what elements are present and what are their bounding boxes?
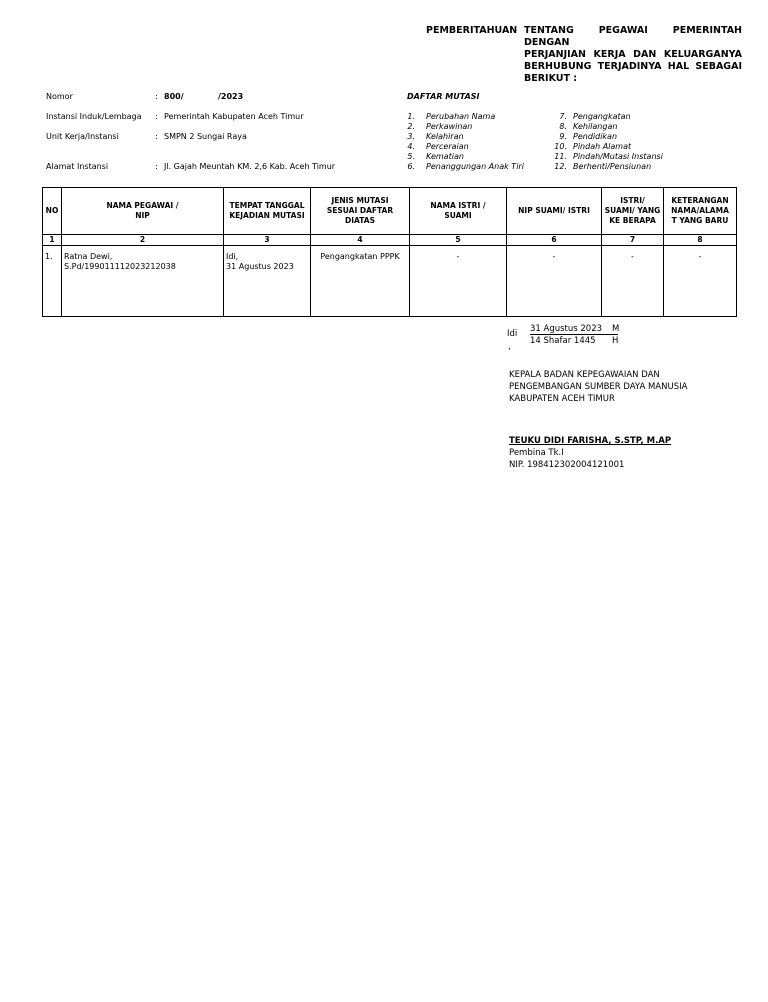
table-header-row: [43, 188, 737, 235]
mutasi-item-number: 5.: [407, 152, 415, 161]
column-number: 2: [62, 235, 224, 246]
alamat-colon: :: [155, 162, 158, 171]
mutasi-item: Perceraian: [426, 142, 469, 151]
col-header-jenis-mutasi: JENIS MUTASI SESUAI DAFTAR DIATAS: [311, 188, 410, 235]
signatory-name: TEUKU DIDI FARISHA, S.STP, M.AP: [509, 436, 672, 446]
office-line-2: PENGEMBANGAN SUMBER DAYA MANUSIA: [509, 382, 688, 392]
mutasi-item-number: 2.: [407, 122, 415, 131]
mutasi-item-number: 12.: [554, 162, 567, 171]
daftar-mutasi-title: DAFTAR MUTASI: [407, 92, 480, 101]
cell-no: 1.: [43, 246, 62, 317]
office-line-1: KEPALA BADAN KEPEGAWAIAN DAN: [509, 370, 660, 380]
table-row: [43, 246, 737, 317]
nomor-colon: :: [155, 92, 158, 101]
heading-line-3: BERHUBUNG TERJADINYA HAL SEBAGAI: [524, 61, 742, 72]
nomor-label: Nomor: [46, 92, 73, 101]
col-header-tempat-tanggal: TEMPAT TANGGAL KEJADIAN MUTASI: [224, 188, 311, 235]
signature-place: Idi: [507, 329, 518, 339]
mutasi-item-number: 4.: [407, 142, 415, 151]
col-header-nip-suami: NIP SUAMI/ ISTRI: [507, 188, 602, 235]
heading-line-2: PERJANJIAN KERJA DAN KELUARGANYA: [524, 49, 742, 60]
mutasi-item-number: 10.: [554, 142, 567, 151]
mutasi-item: Pindah Alamat: [573, 142, 632, 151]
signature-place-comma: ,: [508, 342, 511, 352]
mutasi-item-number: 8.: [559, 122, 567, 131]
unit-colon: :: [155, 132, 158, 141]
column-number: 8: [664, 235, 737, 246]
mutasi-item-number: 7.: [559, 112, 567, 121]
mutasi-item: Pendidikan: [573, 132, 618, 141]
instansi-colon: :: [155, 112, 158, 121]
column-number: 4: [311, 235, 410, 246]
mutasi-item-number: 1.: [407, 112, 415, 121]
mutasi-item-number: 3.: [407, 132, 415, 141]
cell-nama-nip: Ratna Dewi, S.Pd/199011112023212038: [62, 246, 224, 317]
cell-keterangan: -: [664, 246, 737, 317]
cell-jenis-mutasi: Pengangkatan PPPK: [311, 246, 410, 317]
column-number: 6: [507, 235, 602, 246]
signatory-nip: NIP. 198412302004121001: [509, 460, 625, 470]
signatory-rank: Pembina Tk.I: [509, 448, 564, 458]
mutasi-item: Kehilangan: [573, 122, 618, 131]
mutasi-item-number: 11.: [554, 152, 567, 161]
col-header-nama-istri: NAMA ISTRI / SUAMI: [410, 188, 507, 235]
cell-ke-berapa: -: [602, 246, 664, 317]
mutasi-item-number: 9.: [559, 132, 567, 141]
nomor-value: 800/: [164, 92, 184, 101]
mutasi-item: Perkawinan: [426, 122, 473, 131]
cell-tempat-tanggal: [224, 246, 311, 317]
cell-nip-suami: -: [507, 246, 602, 317]
nomor-year: /2023: [218, 92, 244, 101]
col-header-keterangan: KETERANGAN NAMA/ALAMA T YANG BARU: [664, 188, 737, 235]
mutasi-item: Pengangkatan: [573, 112, 631, 121]
column-number: 3: [224, 235, 311, 246]
alamat-label: Alamat Instansi: [46, 162, 109, 171]
date-masehi-suffix: M: [612, 324, 620, 334]
mutasi-table: [42, 187, 737, 317]
column-number: 1: [43, 235, 62, 246]
notice-heading: [524, 25, 742, 85]
column-number: 5: [410, 235, 507, 246]
column-number-row: [43, 235, 737, 246]
col-header-no: NO: [43, 188, 62, 235]
col-header-ke-berapa: ISTRI/ SUAMI/ YANG KE BERAPA: [602, 188, 664, 235]
date-hijri: 14 Shafar 1445: [530, 336, 596, 346]
unit-label: Unit Kerja/Instansi: [46, 132, 119, 141]
heading-line-1: TENTANG PEGAWAI PEMERINTAH DENGAN: [524, 25, 742, 48]
instansi-value: Pemerintah Kabupaten Aceh Timur: [164, 112, 304, 121]
cell-tempat: Idi,: [226, 252, 239, 261]
notice-heading-lead: PEMBERITAHUAN: [426, 25, 518, 36]
date-hijri-suffix: H: [612, 336, 619, 346]
column-number: 7: [602, 235, 664, 246]
date-masehi: 31 Agustus 2023: [530, 324, 618, 335]
cell-nama-istri: -: [410, 246, 507, 317]
cell-tanggal: 31 Agustus 2023: [226, 262, 294, 271]
mutasi-item: Perubahan Nama: [426, 112, 496, 121]
mutasi-item: Kematian: [426, 152, 464, 161]
heading-line-4: BERIKUT :: [524, 73, 578, 84]
mutasi-item: Berhenti/Pensiunan: [573, 162, 652, 171]
alamat-value: Jl. Gajah Meuntah KM. 2,6 Kab. Aceh Timur: [164, 162, 336, 171]
instansi-label: Instansi Induk/Lembaga: [46, 112, 142, 121]
mutasi-item: Penanggungan Anak Tiri: [426, 162, 524, 171]
office-line-3: KABUPATEN ACEH TIMUR: [509, 394, 615, 404]
mutasi-item: Kelahiran: [426, 132, 464, 141]
unit-value: SMPN 2 Sungai Raya: [164, 132, 247, 141]
col-header-nama-nip: NAMA PEGAWAI / NIP: [62, 188, 224, 235]
mutasi-item-number: 6.: [407, 162, 415, 171]
mutasi-item: Pindah/Mutasi Instansi: [573, 152, 663, 161]
